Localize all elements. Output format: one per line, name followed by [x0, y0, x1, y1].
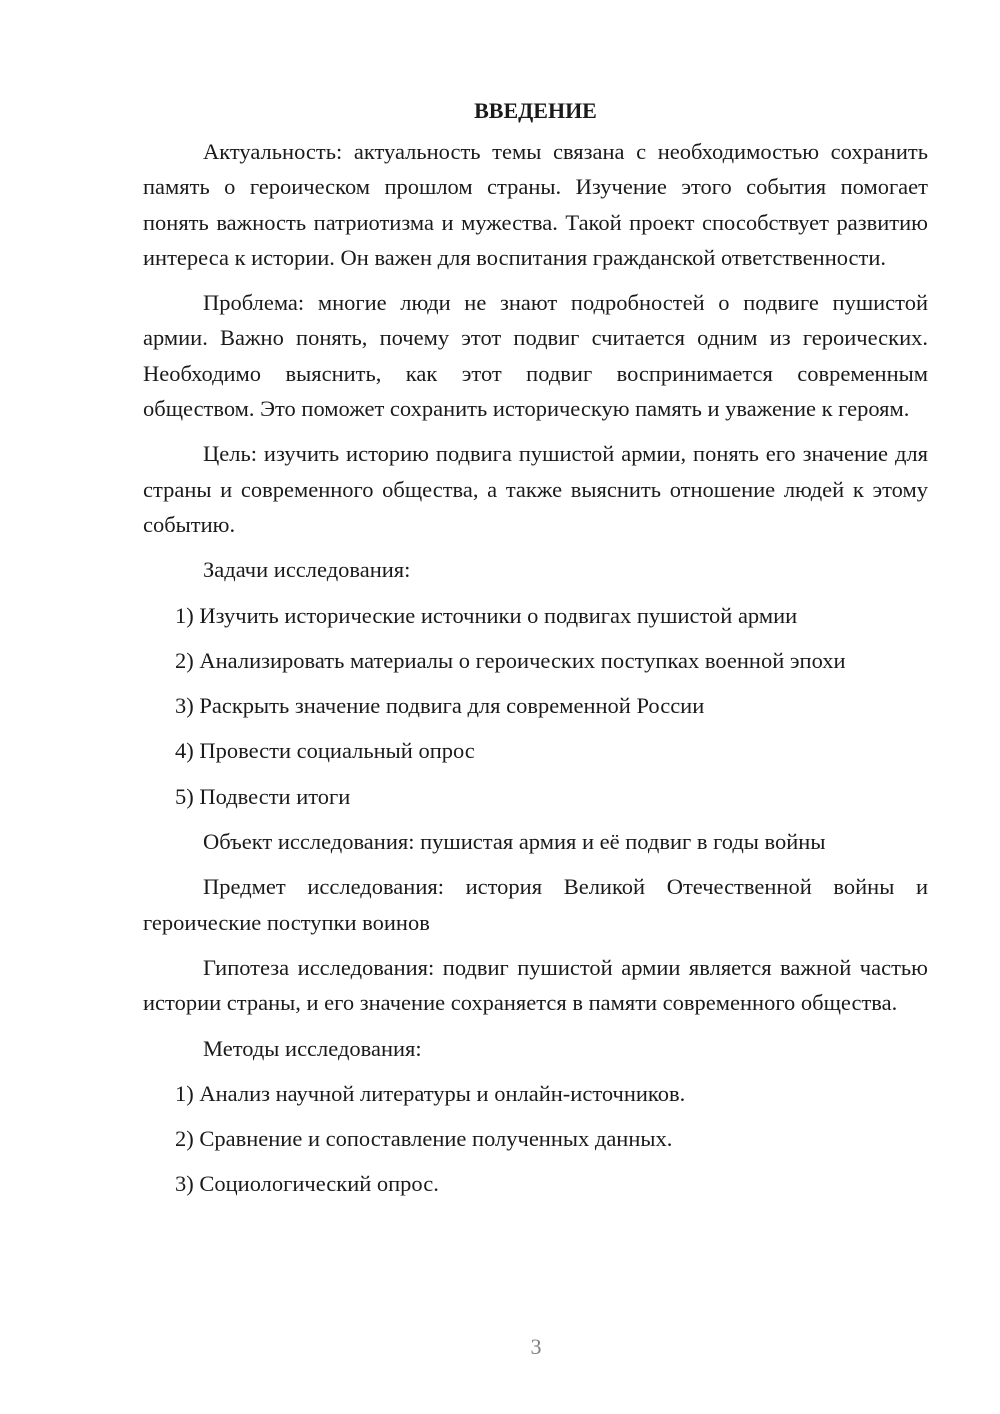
tasks-heading: Задачи исследования:	[203, 557, 411, 583]
method-item: 2) Сравнение и сопоставление полученных данных.	[175, 1126, 673, 1152]
subject-paragraph: Предмет исследования: история Великой Отечественной войны и героические поступки воинов	[143, 874, 928, 935]
tasks-list	[143, 598, 928, 814]
methods-list	[143, 1076, 928, 1202]
method-item: 1) Анализ научной литературы и онлайн-источников.	[175, 1080, 686, 1106]
hypothesis-paragraph: Гипотеза исследования: подвиг пушистой армии является важной частью истории страны, и его значение сохраняется в памяти современного общества.	[143, 954, 928, 1016]
methods-heading: Методы исследования:	[203, 1035, 422, 1061]
task-item: 3) Раскрыть значение подвига для современной России	[175, 693, 705, 719]
task-item: 5) Подвести итоги	[175, 783, 351, 809]
page-number: 3	[530, 1334, 542, 1359]
object-paragraph: Объект исследования: пушистая армия и её подвиг в годы войны	[203, 829, 826, 855]
goal-paragraph: Цель: изучить историю подвига пушистой армии, понять его значение для страны и современного общества, а также выяснить отношение людей к этому событию.	[143, 441, 928, 537]
task-item: 2) Анализировать материалы о героических поступках военной эпохи	[175, 647, 846, 673]
problem-paragraph: Проблема: многие люди не знают подробностей о подвиге пушистой армии. Важно понять, почему этот подвиг считается одним из героических. Необходимо выяснить, как этот подвиг воспринимается современным обществом. Это поможет сохранить историческую память и уважение к героям.	[143, 290, 928, 422]
method-item: 3) Социологический опрос.	[175, 1171, 439, 1197]
section-title: ВВЕДЕНИЕ	[474, 98, 597, 123]
task-item: 4) Провести социальный опрос	[175, 738, 475, 764]
document-page	[143, 96, 928, 1212]
task-item: 1) Изучить исторические источники о подвигах пушистой армии	[175, 602, 798, 628]
relevance-paragraph: Актуальность: актуальность темы связана с необходимостью сохранить память о героическом прошлом страны. Изучение этого события помогает понять важность патриотизма и мужества. Такой проект способствует развитию интереса к истории. Он важен для воспитания гражданской ответственности.	[143, 139, 928, 270]
